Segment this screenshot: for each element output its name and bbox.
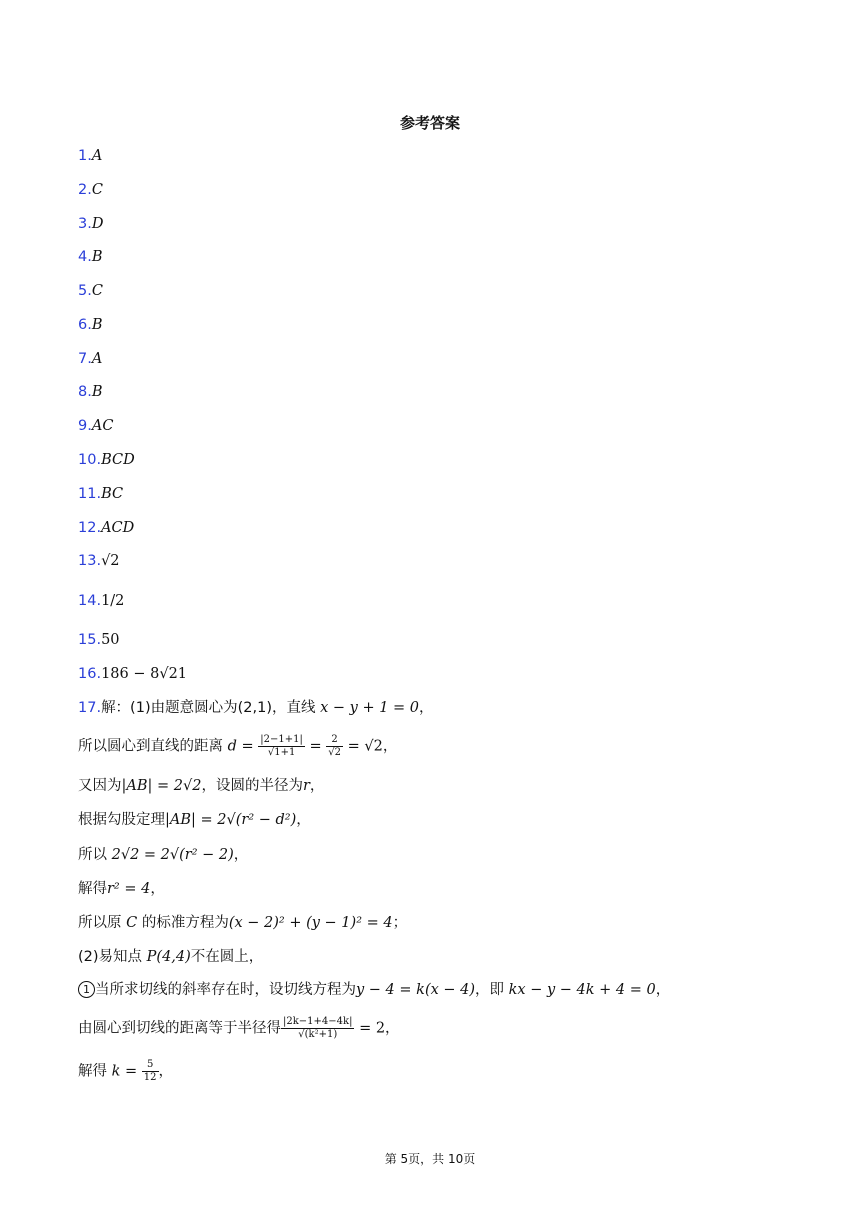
page-footer: 第 5页，共 10页	[384, 1152, 476, 1166]
answer-7: 7.A	[78, 351, 103, 367]
q17-line-8: (2)易知点 P(4,4)不在圆上，	[78, 949, 264, 965]
answer-8: 8.B	[78, 384, 103, 400]
answer-14: 14.1/2	[78, 593, 125, 609]
q17-line-5: 所以 2√2 = 2√(r² − 2)，	[78, 847, 249, 863]
q17-line-7: 所以原 C 的标准方程为(x − 2)² + (y − 1)² = 4；	[78, 915, 408, 931]
page-title: 参考答案	[399, 114, 460, 132]
q17-line-9: 1 当所求切线的斜率存在时，设切线方程为y − 4 = k(x − 4)，即 kx − y − 4k + 4 = 0，	[78, 980, 670, 1000]
answer-12: 12.ACD	[78, 520, 135, 536]
answer-3: 3.D	[78, 216, 104, 232]
q17-line-3: 又因为|AB| = 2√2，设圆的半径为r，	[78, 778, 325, 794]
answer-11: 11.BC	[78, 486, 124, 502]
answer-2: 2.C	[78, 182, 103, 198]
answer-13: 13.√2	[78, 553, 120, 569]
q17-line-10: 由圆心到切线的距离等于半径得 $\frac{|2k-1+4-4k|}{\text{√(k²+1)}}$ = 2，	[78, 1016, 400, 1040]
answer-10: 10.BCD	[78, 452, 135, 468]
q17-line-4: 根据勾股定理|AB| = 2√(r² − d²)，	[78, 812, 311, 828]
circled-number: 1	[78, 981, 95, 998]
q17-line-11: 解得 k = $\frac{5}{12}$ ，	[78, 1059, 173, 1083]
answer-15: 15.50	[78, 632, 120, 648]
answer-16: 16.186 − 8√21	[78, 666, 188, 682]
answer-6: 6.B	[78, 317, 103, 333]
answer-4: 4.B	[78, 249, 103, 265]
q17-line-2: 所以圆心到直线的距离 d = $\frac{|2-1+1|}{√1+1}$ = $\frac{2}{√2}$ = √2，	[78, 734, 398, 758]
answer-5: 5.C	[78, 283, 103, 299]
answer-1: 1.A	[78, 148, 103, 164]
q17-line-1: 17.解：(1)由题意圆心为(2,1)，直线 x − y + 1 = 0，	[78, 700, 434, 716]
q17-line-6: 解得r² = 4，	[78, 881, 165, 897]
answer-9: 9.AC	[78, 418, 114, 434]
